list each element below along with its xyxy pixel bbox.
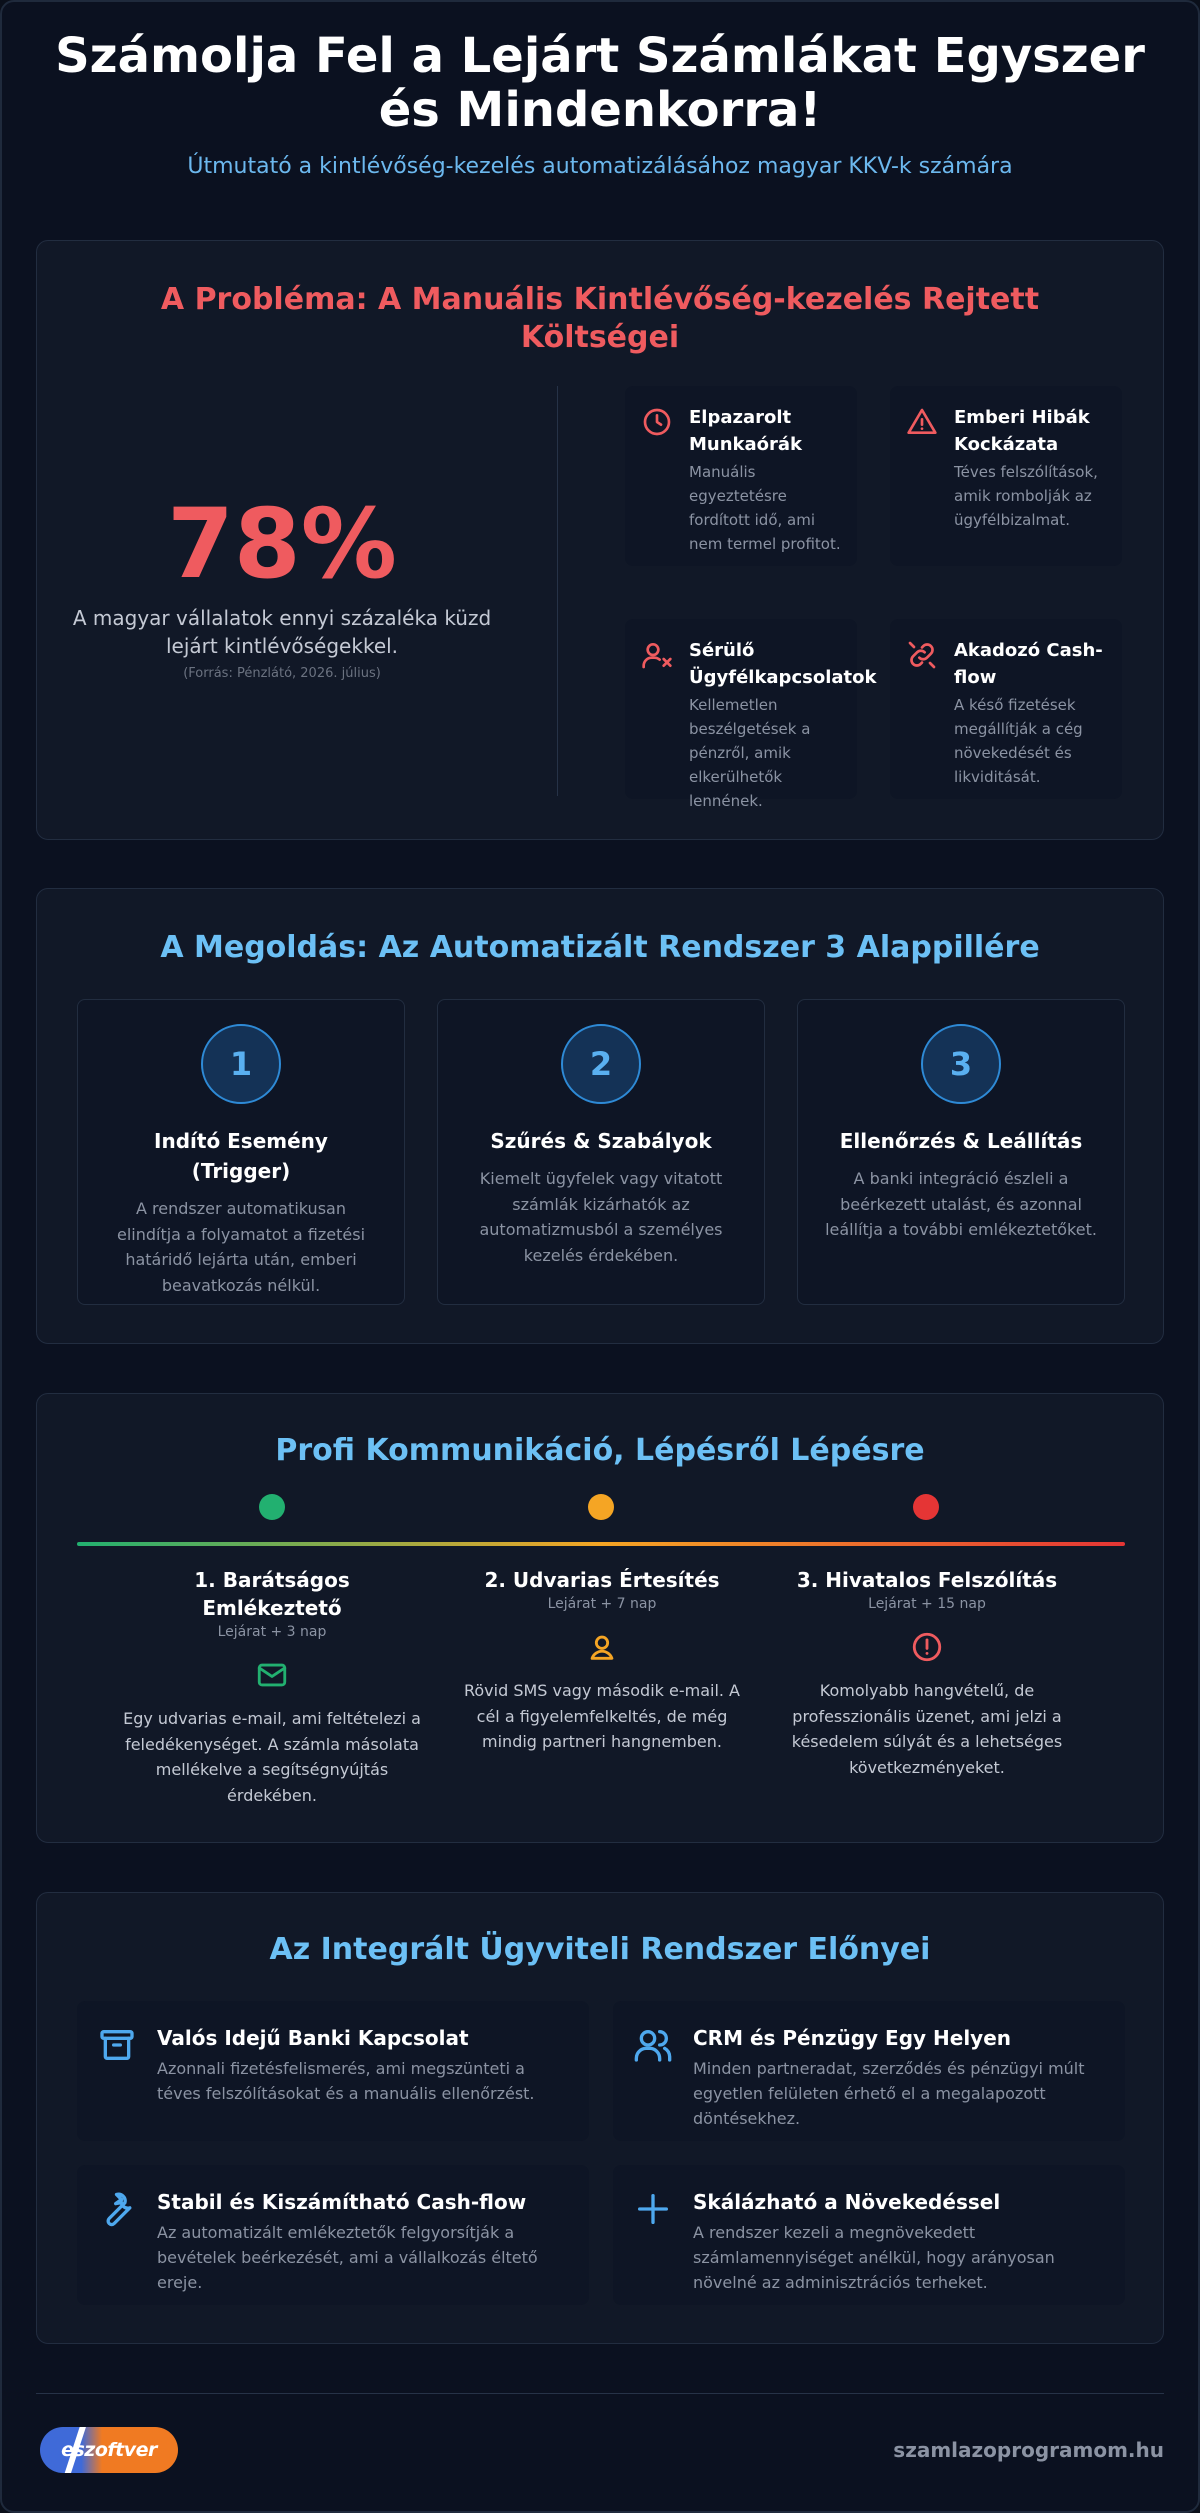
benefit-title: Stabil és Kiszámítható Cash-flow [157, 2190, 527, 2214]
problem-card-title: Sérülő Ügyfélkapcsolatok [689, 640, 877, 688]
eszoftver-logo[interactable] [40, 2427, 178, 2473]
benefit-title: CRM és Pénzügy Egy Helyen [693, 2026, 1012, 2050]
pillar-card [437, 999, 765, 1305]
mail-icon [255, 1658, 289, 1692]
benefit-card [77, 2001, 589, 2141]
stat-block [67, 488, 497, 681]
benefit-text: Az automatizált emlékeztetők felgyorsítják a bevételek beérkezését, ami a vállalkozás éltető ereje. [157, 2223, 538, 2292]
problem-card [625, 386, 857, 566]
benefits-section [36, 1892, 1164, 2344]
timeline-line [77, 1542, 1125, 1546]
benefit-card [77, 2165, 589, 2305]
alert-circle-icon [910, 1630, 944, 1664]
vertical-divider [557, 386, 558, 796]
problem-card-title: Emberi Hibák Kockázata [954, 407, 1090, 455]
wrench-icon [97, 2189, 137, 2229]
timeline-dot-green [259, 1494, 285, 1520]
problem-card [625, 619, 877, 810]
solution-section [36, 888, 1164, 1344]
stat-value: 78% [167, 488, 397, 600]
pillar-text: Kiemelt ügyfelek vagy vitatott számlák kizárhatók az automatizmusból a személyes kezelés érdekében. [479, 1169, 723, 1265]
pillar-text: A banki integráció észleli a beérkezett utalást, és azonnal leállítja a további emlékeztetőket. [825, 1169, 1097, 1240]
problem-title: A Probléma: A Manuális Kintlévőség-kezelés Rejtett Költségei [160, 282, 1040, 355]
clock-icon [641, 406, 673, 438]
problem-card [890, 619, 1122, 799]
problem-card [890, 386, 1122, 566]
benefit-card [613, 2165, 1125, 2305]
timeline-dot-orange [588, 1494, 614, 1520]
benefit-title: Skálázható a Növekedéssel [693, 2190, 1001, 2214]
solution-title: A Megoldás: Az Automatizált Rendszer 3 Alappillére [160, 930, 1040, 965]
timeline-step [777, 1566, 1077, 1780]
timeline-step [452, 1566, 752, 1755]
page-title: Számolja Fel a Lejárt Számlákat Egyszer és Mindenkorra! [55, 28, 1145, 138]
timeline-step-due: Lejárat + 7 nap [547, 1596, 657, 1612]
benefit-text: Azonnali fizetésfelismerés, ami megszünteti a téves felszólításokat és a manuális ellenőrzést. [157, 2059, 535, 2103]
plus-icon [633, 2189, 673, 2229]
timeline-step-title: 1. Barátságos Emlékeztető [194, 1568, 350, 1620]
timeline-dot-red [913, 1494, 939, 1520]
benefit-text: A rendszer kezeli a megnövekedett számlamennyiséget anélkül, hogy arányosan növelné az adminisztrációs terheket. [693, 2223, 1055, 2292]
benefits-title: Az Integrált Ügyviteli Rendszer Előnyei [269, 1932, 931, 1967]
problem-card-title: Akadozó Cash-flow [954, 640, 1103, 688]
footer-domain-link[interactable]: szamlazoprogramom.hu [893, 2438, 1164, 2462]
user-icon [585, 1630, 619, 1664]
step-number-badge: 1 [201, 1024, 281, 1104]
problem-card-text: Téves felszólítások, amik rombolják az ügyfélbizalmat. [954, 463, 1098, 529]
timeline-step-text: Rövid SMS vagy második e-mail. A cél a figyelemfelkeltés, de még mindig partneri hangnemben. [463, 1681, 740, 1752]
step-number-badge: 2 [561, 1024, 641, 1104]
pillar-title: Ellenőrzés & Leállítás [839, 1129, 1083, 1153]
page-subtitle: Útmutató a kintlévőség-kezelés automatizálásához magyar KKV-k számára [187, 153, 1013, 179]
timeline-step [122, 1566, 422, 1808]
timeline-section [36, 1393, 1164, 1843]
user-x-icon [641, 639, 673, 671]
footer-divider [36, 2393, 1164, 2394]
benefit-card [613, 2001, 1125, 2141]
timeline-title: Profi Kommunikáció, Lépésről Lépésre [275, 1433, 925, 1468]
timeline-step-text: Egy udvarias e-mail, ami feltételezi a feledékenységet. A számla másolata mellékelve a segítségnyújtás érdekében. [123, 1709, 421, 1805]
pillar-title: Indító Esemény (Trigger) [154, 1129, 328, 1183]
problem-section [36, 240, 1164, 840]
pillar-card [797, 999, 1125, 1305]
page-header [0, 30, 1200, 179]
users-icon [633, 2025, 673, 2065]
problem-card-text: A késő fizetések megállítják a cég növekedését és likviditását. [954, 696, 1083, 786]
pillar-text: A rendszer automatikusan elindítja a folyamatot a fizetési határidő lejárta után, emberi beavatkozás nélkül. [116, 1199, 366, 1295]
problem-card-text: Manuális egyeztetésre fordított idő, ami nem termel profitot. [689, 463, 841, 553]
timeline-step-title: 2. Udvarias Értesítés [484, 1568, 720, 1592]
stat-source: (Forrás: Pénzlátó, 2026. július) [183, 666, 381, 681]
problem-card-title: Elpazarolt Munkaórák [689, 407, 803, 455]
benefit-title: Valós Idejű Banki Kapcsolat [157, 2026, 469, 2050]
timeline-step-due: Lejárat + 15 nap [868, 1596, 986, 1612]
pillar-title: Szűrés & Szabályok [490, 1129, 712, 1153]
problem-card-text: Kellemetlen beszélgetések a pénzről, amik elkerülhetők lennének. [689, 696, 811, 810]
timeline-step-title: 3. Hivatalos Felszólítás [796, 1568, 1058, 1592]
logo-text: eszoftver [61, 2439, 157, 2461]
stat-description: A magyar vállalatok ennyi százaléka küzd lejárt kintlévőségekkel. [72, 606, 492, 658]
broken-link-icon [906, 639, 938, 671]
timeline-step-due: Lejárat + 3 nap [217, 1624, 327, 1640]
step-number-badge: 3 [921, 1024, 1001, 1104]
pillar-card [77, 999, 405, 1305]
timeline-step-text: Komolyabb hangvételű, de professzionális üzenet, ami jelzi a késedelem súlyát és a lehetséges következményeket. [791, 1681, 1063, 1777]
benefit-text: Minden partneradat, szerződés és pénzügyi múlt egyetlen felületen érhető el a megalapozott döntésekhez. [693, 2059, 1085, 2128]
bank-archive-icon [97, 2025, 137, 2065]
warning-icon [906, 406, 938, 438]
